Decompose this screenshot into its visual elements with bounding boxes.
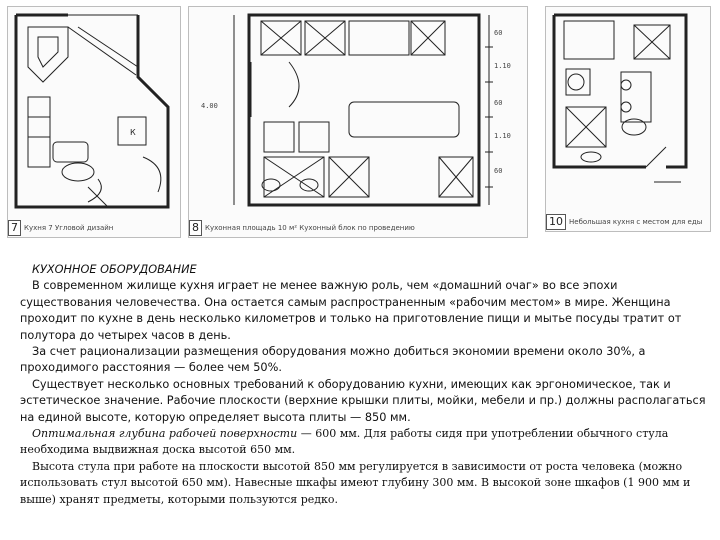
figure-8-number: 8 [189, 220, 202, 236]
svg-text:К: К [130, 128, 136, 137]
figure-10-caption [546, 213, 702, 231]
figure-8-plan [188, 6, 528, 238]
paragraph-3: Существует несколько основных требований к оборудованию кухни, имеющих как эргономическое, так и эстетическое значение. Рабочие плоскости (верхние крышки плиты, мойки, мебели и пр.) должны располагаться на единой высоте, которую определяет высота плиты — 850 мм. [20, 377, 706, 424]
figure-8-caption [189, 219, 415, 237]
paragraph-1: В современном жилище кухня играет не менее важную роль, чем «домашний очаг» во все эпохи существования человечества. Она остается самым распространенным «рабочим местом» в мире. Женщина проходит по кухне в день несколько километров и только на приготовление пищи и мытье посуды тратит от полутора до четырех часов в день. [20, 279, 682, 342]
figure-10-caption-text: Небольшая кухня с местом для еды [569, 218, 703, 226]
plan-8-dim-3: 60 [494, 99, 503, 107]
paragraph-2: За счет рационализации размещения оборудования можно добиться экономии времени около 30%, а проходимого расстояния — более чем 50%. [20, 345, 646, 375]
plan-8-dim-1: 60 [494, 29, 503, 37]
figure-8-caption-text: Кухонная площадь 10 м² Кухонный блок по проведению [205, 224, 415, 232]
plan-8-dim-4: 1.10 [494, 132, 511, 140]
figure-7-number: 7 [8, 220, 21, 236]
paragraph-4-rest: — 600 мм. Для работы сидя при употреблении обычного стула необходима выдвижная доска высотой 650 мм. [20, 427, 669, 457]
figure-10-number: 10 [546, 214, 566, 230]
figure-10-plan [545, 6, 711, 232]
figure-7-caption-text: Кухня 7 Угловой дизайн [24, 224, 114, 232]
plan-10-drawing [546, 7, 710, 213]
plan-8-dim-2: 1.10 [494, 62, 511, 70]
paragraph-4 [20, 426, 706, 459]
article-text [20, 262, 706, 508]
plan-7-drawing [8, 7, 180, 219]
plan-8-drawing [189, 7, 527, 219]
plan-8-dim-5: 60 [494, 167, 503, 175]
paragraph-5: Высота стула при работе на плоскости высотой 850 мм регулируется в зависимости от роста человека (можно использовать стул высотой 650 мм). Навесные шкафы имеют глубину 300 мм. В высокой зоне шкафов (1 900 мм и выше) хранят предметы, которыми пользуются редко. [20, 459, 691, 506]
figure-7-caption [8, 219, 113, 237]
paragraph-4-emphasis: Оптимальная глубина рабочей поверхности [32, 427, 298, 441]
figure-7-plan [7, 6, 181, 238]
article-heading: КУХОННОЕ ОБОРУДОВАНИЕ [32, 263, 197, 276]
plan-8-width-dim: 4.00 [201, 102, 218, 110]
